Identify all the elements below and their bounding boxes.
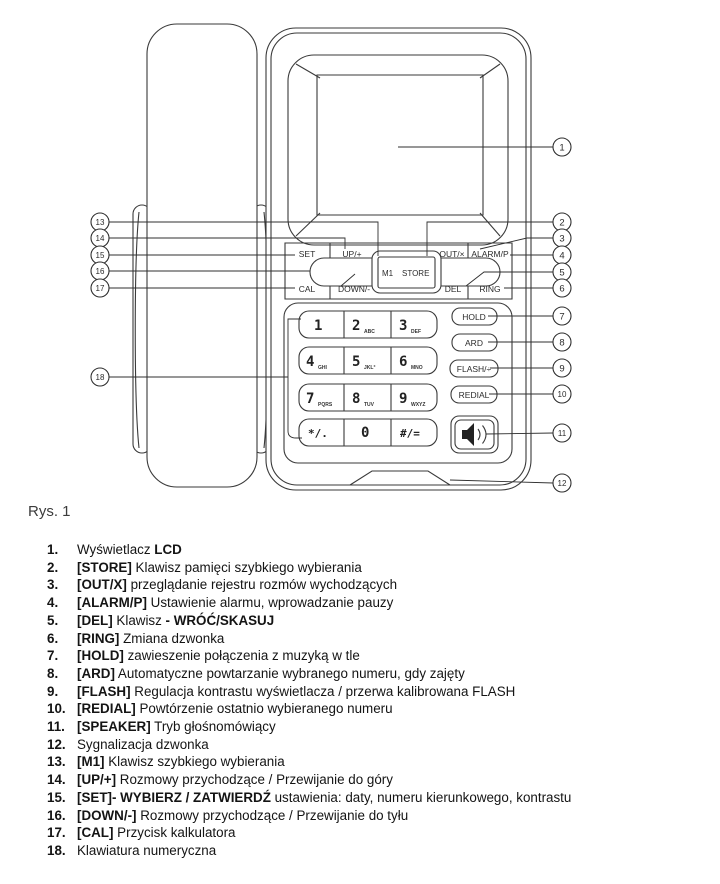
down-key-label: DOWN/- xyxy=(337,284,371,294)
key-hash: #/= xyxy=(400,427,420,440)
key-0: 0 xyxy=(361,425,370,441)
legend-item-number: 14. xyxy=(47,772,66,788)
callout-15 xyxy=(91,246,109,264)
key-4: 4 xyxy=(306,354,315,370)
legend-item-number: 1. xyxy=(47,542,59,557)
callout-10 xyxy=(553,385,571,403)
legend-item xyxy=(47,612,707,630)
legend-item xyxy=(47,824,707,842)
legend-item-text: Sygnalizacja dzwonka xyxy=(77,736,209,752)
legend-item-number: 16. xyxy=(47,807,66,823)
callout-9 xyxy=(553,359,571,377)
legend-item xyxy=(47,842,707,860)
svg-text:MNO: MNO xyxy=(411,365,423,371)
callout-17 xyxy=(91,279,109,297)
callout-2 xyxy=(553,213,571,231)
cal-key-label: CAL xyxy=(298,284,316,294)
legend-item-number: 6. xyxy=(47,630,59,646)
callout-3 xyxy=(553,229,571,247)
svg-text:FLASH/÷: FLASH/÷ xyxy=(456,364,492,374)
callout-6 xyxy=(553,279,571,297)
del-key-label: DEL xyxy=(444,284,462,294)
legend-item-number: 7. xyxy=(47,648,59,664)
figure-caption: Rys. 1 xyxy=(28,503,71,520)
legend-item-text: [SPEAKER] Tryb głośnomówiący xyxy=(77,719,276,735)
key-2: 2 xyxy=(352,318,361,334)
callout-13 xyxy=(91,213,109,231)
callout-16 xyxy=(91,262,109,280)
legend-item-text: [REDIAL] Powtórzenie ostatnio wybieranego numeru xyxy=(77,701,393,717)
legend-item-number: 8. xyxy=(47,665,59,681)
svg-text:2: 2 xyxy=(559,217,565,229)
legend-item xyxy=(47,807,707,825)
svg-text:HOLD: HOLD xyxy=(462,312,486,322)
svg-text:11: 11 xyxy=(557,429,567,438)
legend-item-text: [DEL] Klawisz - WRÓĆ/SKASUJ xyxy=(77,612,275,628)
svg-text:17: 17 xyxy=(95,284,105,293)
legend-item-number: 3. xyxy=(47,577,59,593)
legend-item-number: 9. xyxy=(47,683,59,699)
legend-item-number: 10. xyxy=(47,701,66,717)
svg-text:13: 13 xyxy=(95,218,105,227)
legend-item-text: Wyświetlacz LCD xyxy=(77,542,182,557)
callout-8 xyxy=(553,333,571,351)
svg-text:6: 6 xyxy=(559,283,565,295)
legend-item-number: 5. xyxy=(47,612,59,628)
svg-text:PQRS: PQRS xyxy=(318,402,333,408)
store-key-label: STORE xyxy=(402,269,430,278)
legend-item-number: 17. xyxy=(47,825,66,841)
callout-1 xyxy=(553,138,571,156)
out-key-label: OUT/× xyxy=(439,249,465,259)
legend-item-number: 4. xyxy=(47,595,59,611)
legend-item-text: [M1] Klawisz szybkiego wybierania xyxy=(77,754,285,770)
legend-item xyxy=(47,771,707,789)
svg-text:GHI: GHI xyxy=(318,365,327,371)
legend-item-text: [HOLD] zawieszenie połączenia z muzyką w tle xyxy=(77,648,360,664)
key-5: 5 xyxy=(352,354,361,370)
legend-item xyxy=(47,718,707,736)
legend-item-number: 18. xyxy=(47,842,66,858)
legend-item xyxy=(47,594,707,612)
svg-text:JKL°: JKL° xyxy=(364,365,376,371)
speaker-button xyxy=(451,416,498,453)
svg-text:9: 9 xyxy=(559,363,565,375)
callout-14 xyxy=(91,229,109,247)
legend-item xyxy=(47,683,707,701)
svg-text:3: 3 xyxy=(559,233,565,245)
key-9: 9 xyxy=(399,391,408,407)
legend-item xyxy=(47,700,707,718)
legend-list xyxy=(47,541,707,860)
legend-item-number: 13. xyxy=(47,754,66,770)
svg-text:14: 14 xyxy=(95,234,105,243)
svg-text:15: 15 xyxy=(95,251,105,260)
svg-text:1: 1 xyxy=(559,142,565,154)
legend-item-text: [STORE] Klawisz pamięci szybkiego wybierania xyxy=(77,559,362,575)
legend-item-text: [CAL] Przycisk kalkulatora xyxy=(77,825,236,841)
legend-item-text: [ARD] Automatyczne powtarzanie wybranego numeru, gdy zajęty xyxy=(77,665,465,681)
legend-item xyxy=(47,665,707,683)
key-1: 1 xyxy=(314,318,323,334)
key-star: */. xyxy=(308,427,328,440)
m1-key-label: M1 xyxy=(382,269,394,278)
svg-text:ABC: ABC xyxy=(364,329,375,335)
legend-item-text: [UP/+] Rozmowy przychodzące / Przewijanie do góry xyxy=(77,772,393,788)
alarm-key-label: ALARM/P xyxy=(471,249,509,259)
handset xyxy=(147,24,257,487)
legend-item xyxy=(47,736,707,754)
svg-text:8: 8 xyxy=(559,337,565,349)
key-7: 7 xyxy=(306,391,315,407)
svg-text:TUV: TUV xyxy=(364,402,374,408)
legend-item-number: 12. xyxy=(47,736,66,752)
legend-item-text: [RING] Zmiana dzwonka xyxy=(77,630,225,646)
svg-text:12: 12 xyxy=(557,479,567,488)
legend-item xyxy=(47,576,707,594)
callout-12 xyxy=(553,474,571,492)
legend-item xyxy=(47,559,707,577)
svg-text:DEF: DEF xyxy=(411,329,421,335)
svg-text:7: 7 xyxy=(559,311,565,323)
key-3: 3 xyxy=(399,318,408,334)
callout-18 xyxy=(91,368,109,386)
set-key-label: SET xyxy=(298,249,316,259)
legend-item xyxy=(47,630,707,648)
svg-text:REDIAL: REDIAL xyxy=(458,390,490,400)
legend-item-text: Klawiatura numeryczna xyxy=(77,842,217,858)
svg-text:5: 5 xyxy=(559,267,565,279)
legend-item-text: [DOWN/-] Rozmowy przychodzące / Przewijanie do tyłu xyxy=(77,807,409,823)
legend-item-number: 11. xyxy=(47,719,65,735)
legend-item xyxy=(47,753,707,771)
svg-text:18: 18 xyxy=(95,373,105,382)
svg-text:16: 16 xyxy=(95,267,105,276)
svg-text:4: 4 xyxy=(559,250,565,262)
callout-4 xyxy=(553,246,571,264)
key-8: 8 xyxy=(352,391,361,407)
svg-text:WXYZ: WXYZ xyxy=(411,402,426,408)
legend-item xyxy=(47,789,707,807)
legend-item-number: 15. xyxy=(47,789,66,805)
svg-text:10: 10 xyxy=(557,390,567,399)
up-key-label: UP/+ xyxy=(342,249,362,259)
ring-key-label: RING xyxy=(479,284,501,294)
key-6: 6 xyxy=(399,354,408,370)
legend-item-number: 2. xyxy=(47,559,59,575)
legend-item-text: [SET]- WYBIERZ / ZATWIERDŹ ustawienia: daty, numeru kierunkowego, kontrastu xyxy=(77,789,572,805)
legend-item-text: [ALARM/P] Ustawienie alarmu, wprowadzanie pauzy xyxy=(77,595,394,611)
legend-item-text: [OUT/X] przeglądanie rejestru rozmów wychodzących xyxy=(77,577,398,593)
callout-5 xyxy=(553,263,571,281)
callout-11 xyxy=(553,424,571,442)
legend-item xyxy=(47,541,707,559)
svg-text:ARD: ARD xyxy=(465,338,483,348)
legend-item xyxy=(47,647,707,665)
callout-7 xyxy=(553,307,571,325)
legend-item-text: [FLASH] Regulacja kontrastu wyświetlacza / przerwa kalibrowana FLASH xyxy=(77,683,516,699)
